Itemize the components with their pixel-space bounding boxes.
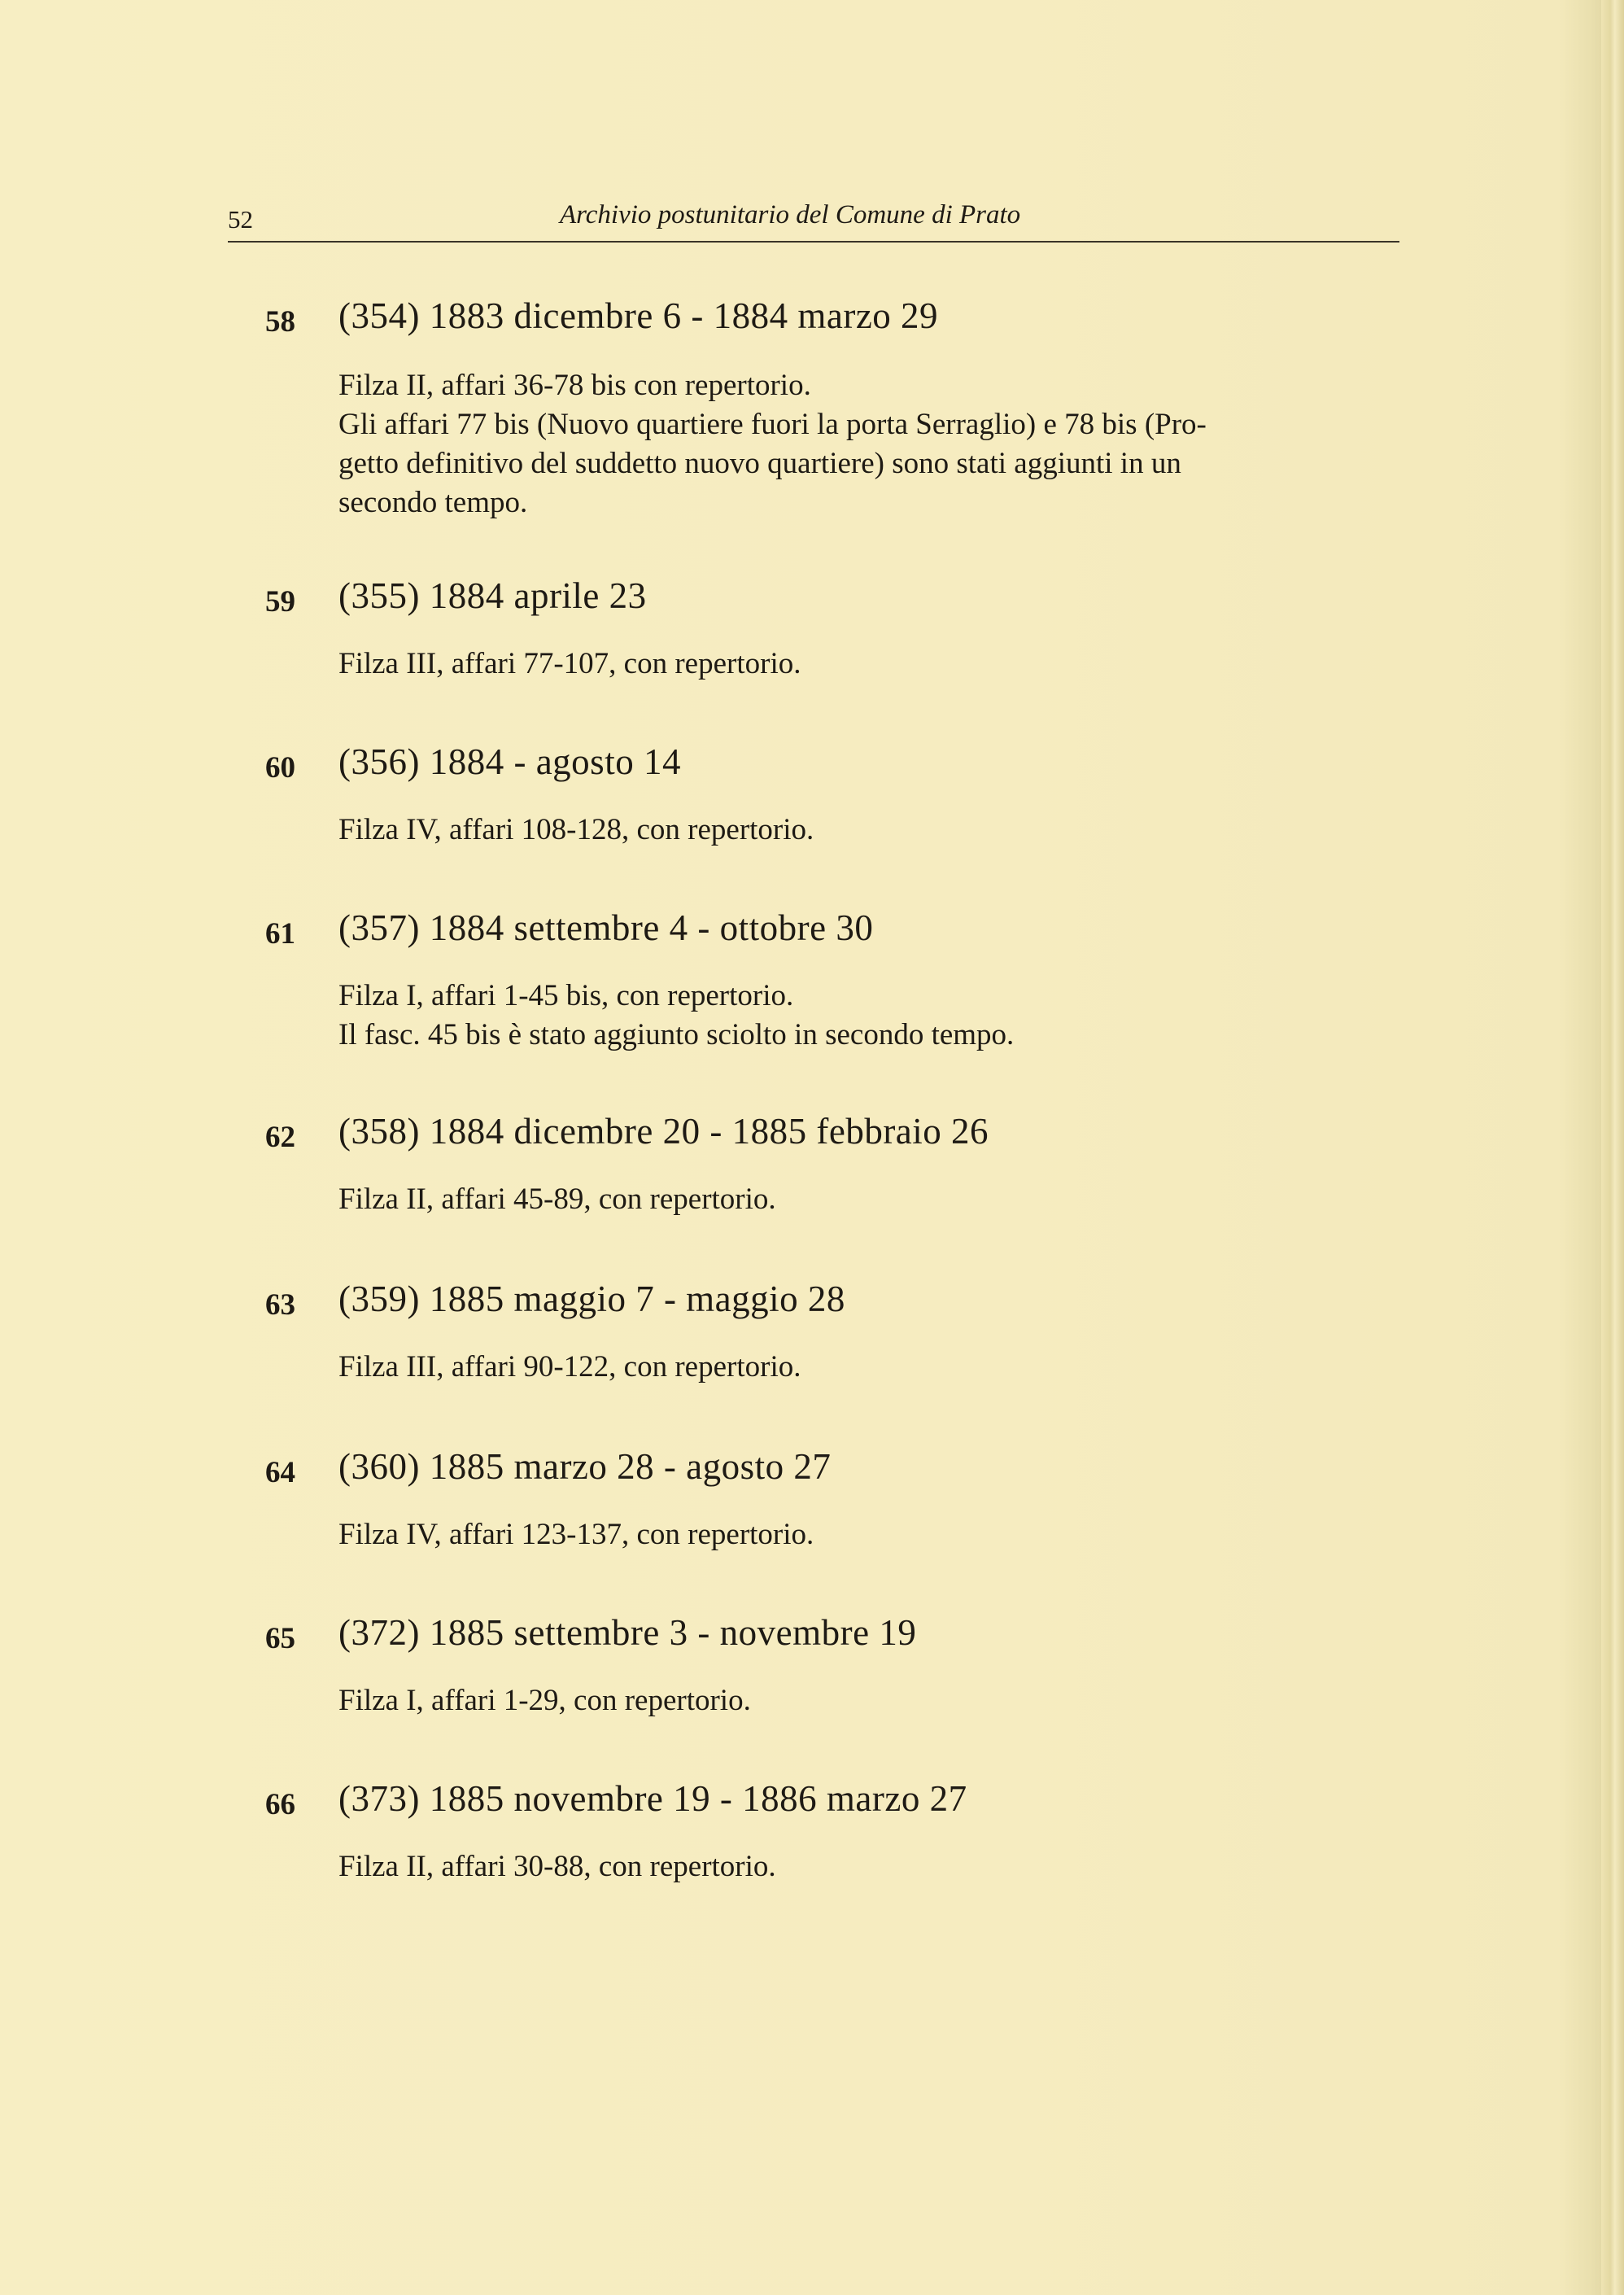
entry-heading: (373) 1885 novembre 19 - 1886 marzo 27 (338, 1778, 967, 1819)
entry-heading: (372) 1885 settembre 3 - novembre 19 (338, 1612, 917, 1653)
entry-number: 63 (265, 1288, 295, 1322)
entry-heading: (356) 1884 - agosto 14 (338, 741, 681, 782)
entry-heading: (355) 1884 aprile 23 (338, 575, 647, 616)
entry-line: getto definitivo del suddetto nuovo quartiere) sono stati aggiunti in un (338, 447, 1181, 480)
entry-line: Filza II, affari 30-88, con repertorio. (338, 1850, 776, 1883)
entry-line: Filza I, affari 1-29, con repertorio. (338, 1684, 751, 1717)
entry-line: Filza IV, affari 123-137, con repertorio. (338, 1518, 814, 1551)
page-number: 52 (228, 205, 253, 234)
entry-number: 62 (265, 1121, 295, 1154)
entry-line: Filza II, affari 36-78 bis con repertorio. (338, 369, 811, 402)
entry-line: Filza III, affari 90-122, con repertorio. (338, 1350, 801, 1384)
entry-number: 66 (265, 1788, 295, 1821)
entry-line: Filza IV, affari 108-128, con repertorio. (338, 813, 814, 846)
entry-body (338, 366, 1412, 522)
entry-line: Gli affari 77 bis (Nuovo quartiere fuori la porta Serraglio) e 78 bis (Pro- (338, 408, 1207, 441)
entry-heading: (358) 1884 dicembre 20 - 1885 febbraio 26 (338, 1111, 989, 1152)
entry-line: Il fasc. 45 bis è stato aggiunto sciolto in secondo tempo. (338, 1018, 1015, 1051)
entry-heading: (360) 1885 marzo 28 - agosto 27 (338, 1446, 832, 1487)
running-title: Archivio postunitario del Comune di Prato (560, 200, 1021, 230)
entry-number: 59 (265, 585, 295, 619)
entry-body (338, 1180, 1412, 1219)
entry-number: 64 (265, 1456, 295, 1489)
entry-body (338, 645, 1412, 684)
entry-line: Filza III, affari 77-107, con repertorio. (338, 647, 801, 680)
entry-number: 60 (265, 751, 295, 785)
entry-line: Filza I, affari 1-45 bis, con repertorio. (338, 979, 794, 1012)
entry-number: 65 (265, 1622, 295, 1655)
page-edge (1601, 0, 1624, 2295)
entry-heading: (357) 1884 settembre 4 - ottobre 30 (338, 907, 874, 948)
entry-body (338, 977, 1412, 1055)
entry-body (338, 1847, 1412, 1886)
entry-body (338, 811, 1412, 850)
entry-line: secondo tempo. (338, 486, 528, 519)
entry-line: Filza II, affari 45-89, con repertorio. (338, 1182, 776, 1216)
entry-heading: (359) 1885 maggio 7 - maggio 28 (338, 1279, 845, 1319)
entry-number: 61 (265, 917, 295, 951)
entry-body (338, 1348, 1412, 1387)
entry-number: 58 (265, 305, 295, 339)
entry-body (338, 1515, 1412, 1554)
entry-heading: (354) 1883 dicembre 6 - 1884 marzo 29 (338, 295, 939, 336)
running-header (228, 200, 1399, 243)
entry-body (338, 1681, 1412, 1720)
